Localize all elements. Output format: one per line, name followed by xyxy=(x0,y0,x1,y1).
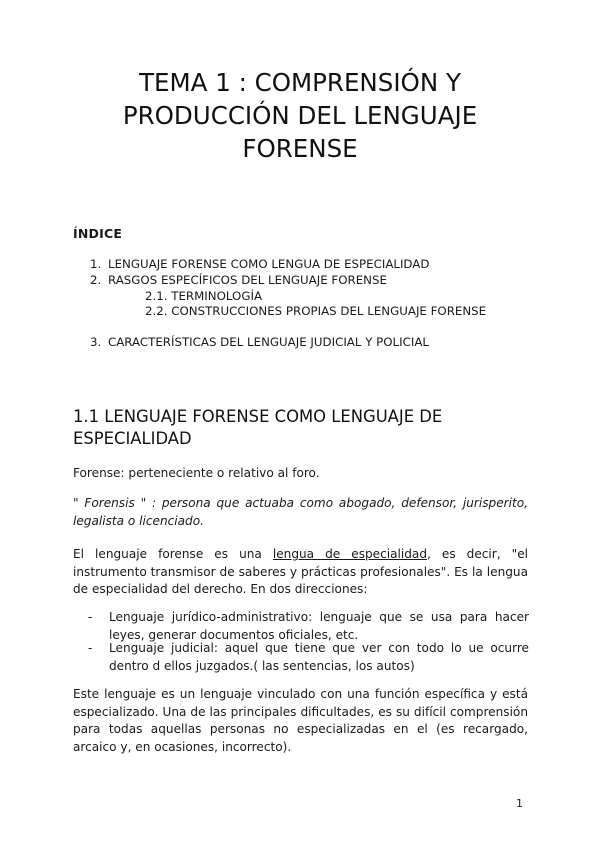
title-line-1: TEMA 1 : COMPRENSIÓN Y xyxy=(139,68,461,97)
toc-subitem-label: 2.1. TERMINOLOGÍA xyxy=(145,289,263,303)
forensis-paragraph: " Forensis " : persona que actuaba como abogado, defensor, jurisperito, legalista o licenciado. xyxy=(73,496,528,528)
toc-subitem xyxy=(145,289,262,303)
specialty-paragraph xyxy=(73,546,528,599)
toc-item-label: RASGOS ESPECÍFICOS DEL LENGUAJE FORENSE xyxy=(108,273,387,287)
toc-subitem xyxy=(145,304,486,318)
title-line-2: PRODUCCIÓN DEL LENGUAJE xyxy=(122,101,478,130)
toc-item-number: 2. xyxy=(90,273,102,287)
bullet-marker: - xyxy=(88,610,93,624)
underlined-term: lengua de especialidad xyxy=(272,547,428,561)
list-item-text: Lenguaje judicial: aquel que tiene que ver con todo lo ue ocurre dentro d ellos juzgados.( las sentencias, los autos) xyxy=(109,641,529,673)
toc-item-number: 3. xyxy=(90,335,102,349)
section-heading-line-1: 1.1 LENGUAJE FORENSE COMO LENGUAJE DE xyxy=(73,407,443,426)
list-item-text: Lenguaje jurídico-administrativo: lenguaje que se usa para hacer leyes, generar documentos oficiales, etc. xyxy=(109,610,529,642)
section-heading-line-2: ESPECIALIDAD xyxy=(73,429,192,448)
toc-item-label: CARACTERÍSTICAS DEL LENGUAJE JUDICIAL Y POLICIAL xyxy=(108,335,429,349)
section-heading xyxy=(73,406,543,450)
toc-item-label: LENGUAJE FORENSE COMO LENGUA DE ESPECIALIDAD xyxy=(108,257,430,271)
title-line-3: FORENSE xyxy=(242,134,358,163)
toc-item-number: 1. xyxy=(90,257,102,271)
paragraph-text: El lenguaje forense es una xyxy=(73,547,273,561)
closing-paragraph: Este lenguaje es un lenguaje vinculado con una función específica y está especializado. Una de las principales dificultades, es su difícil comprensión para todas aquellas personas no especializadas en el (es recargado, arcaico y, en ocasiones, incorrecto). xyxy=(73,687,528,754)
toc-subitem-label: 2.2. CONSTRUCCIONES PROPIAS DEL LENGUAJE FORENSE xyxy=(145,304,487,318)
index-heading: ÍNDICE xyxy=(73,226,123,241)
document-title xyxy=(40,66,560,165)
bullet-marker: - xyxy=(88,641,93,655)
page-number: 1 xyxy=(516,797,523,810)
definition-paragraph: Forense: perteneciente o relativo al foro. xyxy=(73,466,320,480)
paragraph-text: , es decir, "el instrumento transmisor de saberes y prácticas profesionales". Es la lengua de especialidad del derecho. En dos direcciones: xyxy=(73,547,528,596)
